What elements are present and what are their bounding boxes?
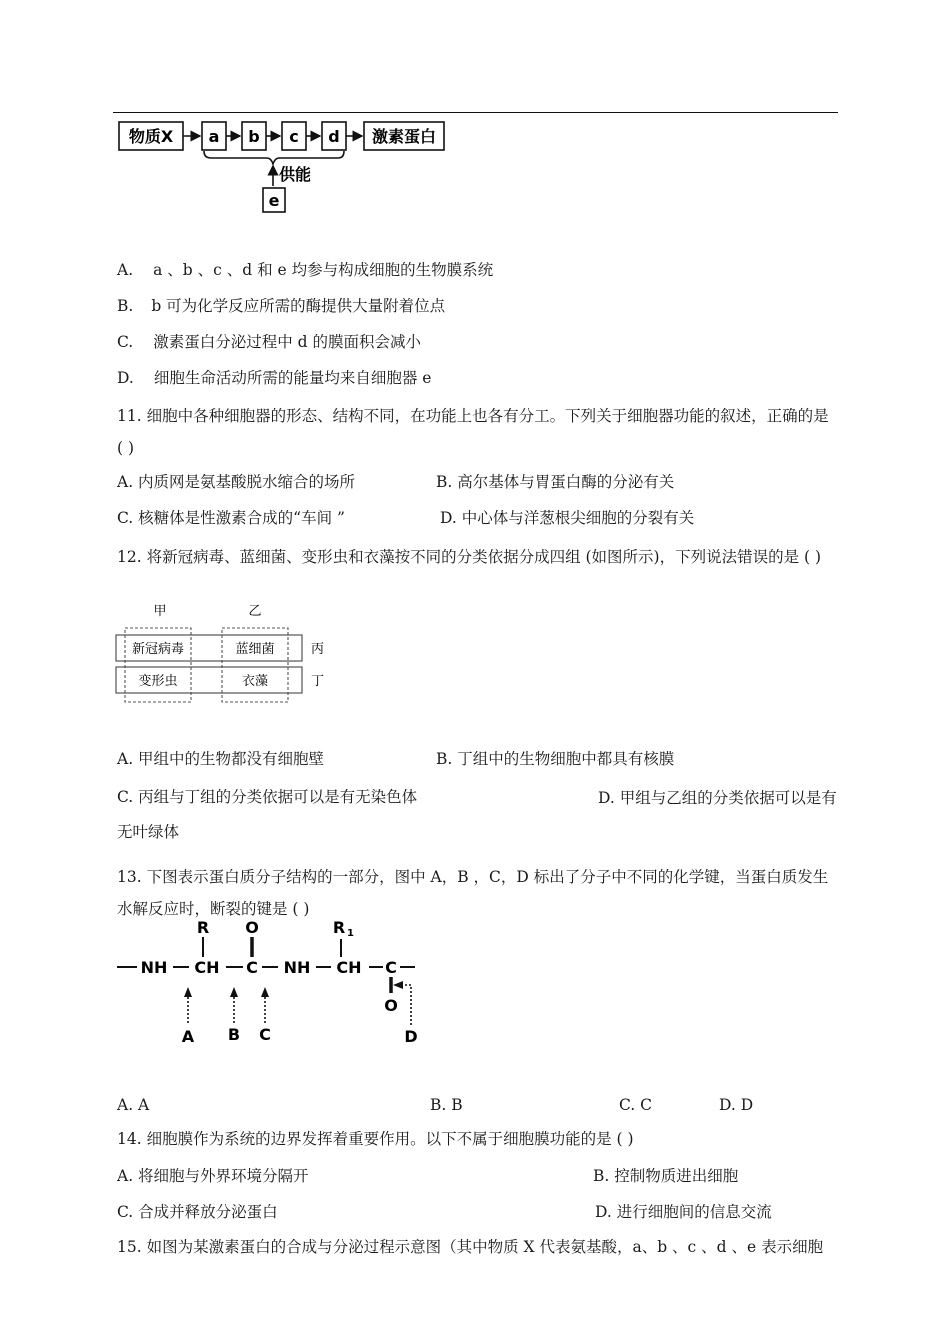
- q14-option-d: D. 进行细胞间的信息交流: [595, 1203, 772, 1221]
- q12-option-b: B. 丁组中的生物细胞中都具有核膜: [436, 750, 675, 768]
- group-jia-frame: [125, 628, 191, 702]
- q10-option-a: A. a 、b 、c 、d 和 e 均参与构成细胞的生物膜系统: [117, 261, 494, 279]
- flow-diagram: [113, 118, 453, 218]
- q13-option-b: B. B: [430, 1096, 463, 1114]
- svg-text:C: C: [246, 958, 258, 977]
- q14-option-a: A. 将细胞与外界环境分隔开: [117, 1167, 309, 1185]
- energy-label: 供能: [279, 165, 312, 184]
- q11-option-a: A. 内质网是氨基酸脱水缩合的场所: [117, 473, 356, 491]
- svg-text:NH: NH: [140, 958, 168, 977]
- q10-option-d: D. 细胞生命活动所需的能量均来自细胞器 e: [117, 369, 432, 387]
- q13-option-c: C. C: [619, 1096, 653, 1114]
- group-yi-frame: [222, 628, 288, 702]
- energy-source: e: [268, 191, 280, 210]
- q10-option-b: B. b 可为化学反应所需的酶提供大量附着位点: [117, 297, 446, 315]
- cell-amoeba: 变形虫: [138, 674, 178, 689]
- q12-option-a: A. 甲组中的生物都没有细胞壁: [117, 750, 325, 768]
- node-b: b: [248, 127, 260, 146]
- q12-option-c: C. 丙组与丁组的分类依据可以是有无染色体: [117, 788, 418, 806]
- q12-stem: 12. 将新冠病毒、蓝细菌、变形虫和衣藻按不同的分类依据分成四组 (如图所示)，下列说法错误的是 ( ): [117, 548, 822, 566]
- header-rule: [113, 112, 838, 113]
- q11-option-c: C. 核糖体是性激素合成的“车间 ”: [117, 509, 345, 527]
- bond-label-c: C: [259, 1025, 271, 1044]
- cell-virus: 新冠病毒: [131, 642, 185, 657]
- q14-option-c: C. 合成并释放分泌蛋白: [117, 1203, 278, 1221]
- bond-label-a: A: [181, 1027, 195, 1046]
- row-label-ding: 丁: [311, 674, 325, 689]
- svg-text:O: O: [384, 996, 398, 1015]
- q13-stem: 13. 下图表示蛋白质分子结构的一部分，图中 A，B ，C，D 标出了分子中不同的化学键，当蛋白质发生水解反应时，断裂的键是 ( ): [117, 868, 829, 918]
- q14-option-b: B. 控制物质进出细胞: [593, 1167, 739, 1185]
- q11-option-b: B. 高尔基体与胃蛋白酶的分泌有关: [436, 473, 675, 491]
- q12-figure: [113, 600, 343, 708]
- q15-stem: 15. 如图为某激素蛋白的合成与分泌过程示意图（其中物质 X 代表氨基酸，a、b 、c 、d 、e 表示细胞: [117, 1238, 824, 1256]
- svg-text:O: O: [245, 918, 259, 937]
- q14-stem: 14. 细胞膜作为系统的边界发挥着重要作用。以下不属于细胞膜功能的是 ( ): [117, 1130, 634, 1148]
- q11-option-d: D. 中心体与洋葱根尖细胞的分裂有关: [440, 509, 695, 527]
- svg-text:R: R: [332, 918, 346, 937]
- node-a: a: [208, 127, 220, 146]
- svg-text:CH: CH: [336, 958, 362, 977]
- svg-text:1: 1: [347, 928, 354, 939]
- q10-option-c: C. 激素蛋白分泌过程中 d 的膜面积会减小: [117, 333, 422, 351]
- col-label-yi: 乙: [248, 604, 262, 619]
- source-label: 物质X: [128, 127, 174, 146]
- bond-label-d: D: [404, 1027, 418, 1046]
- product-label: 激素蛋白: [371, 127, 437, 146]
- cell-chlamydomonas: 衣藻: [241, 674, 269, 689]
- cell-cyanobacteria: 蓝细菌: [235, 642, 275, 657]
- row-label-bing: 丙: [311, 642, 325, 657]
- node-c: c: [289, 127, 299, 146]
- q13-option-a: A. A: [117, 1096, 150, 1114]
- node-d: d: [328, 127, 340, 146]
- col-label-jia: 甲: [153, 604, 167, 619]
- peptide-structure: [113, 915, 433, 1050]
- q13-option-d: D. D: [719, 1096, 754, 1114]
- svg-text:C: C: [385, 958, 397, 977]
- svg-text:NH: NH: [283, 958, 311, 977]
- svg-text:CH: CH: [194, 958, 220, 977]
- bond-label-b: B: [227, 1025, 241, 1044]
- brace: [204, 151, 344, 164]
- q11-stem: 11. 细胞中各种细胞器的形态、结构不同，在功能上也各有分工。下列关于细胞器功能的叙述，正确的是 ( ): [117, 407, 829, 457]
- q12-option-d: D. 甲组与乙组的分类依据可以是有无叶绿体: [117, 789, 837, 841]
- svg-text:R: R: [196, 918, 210, 937]
